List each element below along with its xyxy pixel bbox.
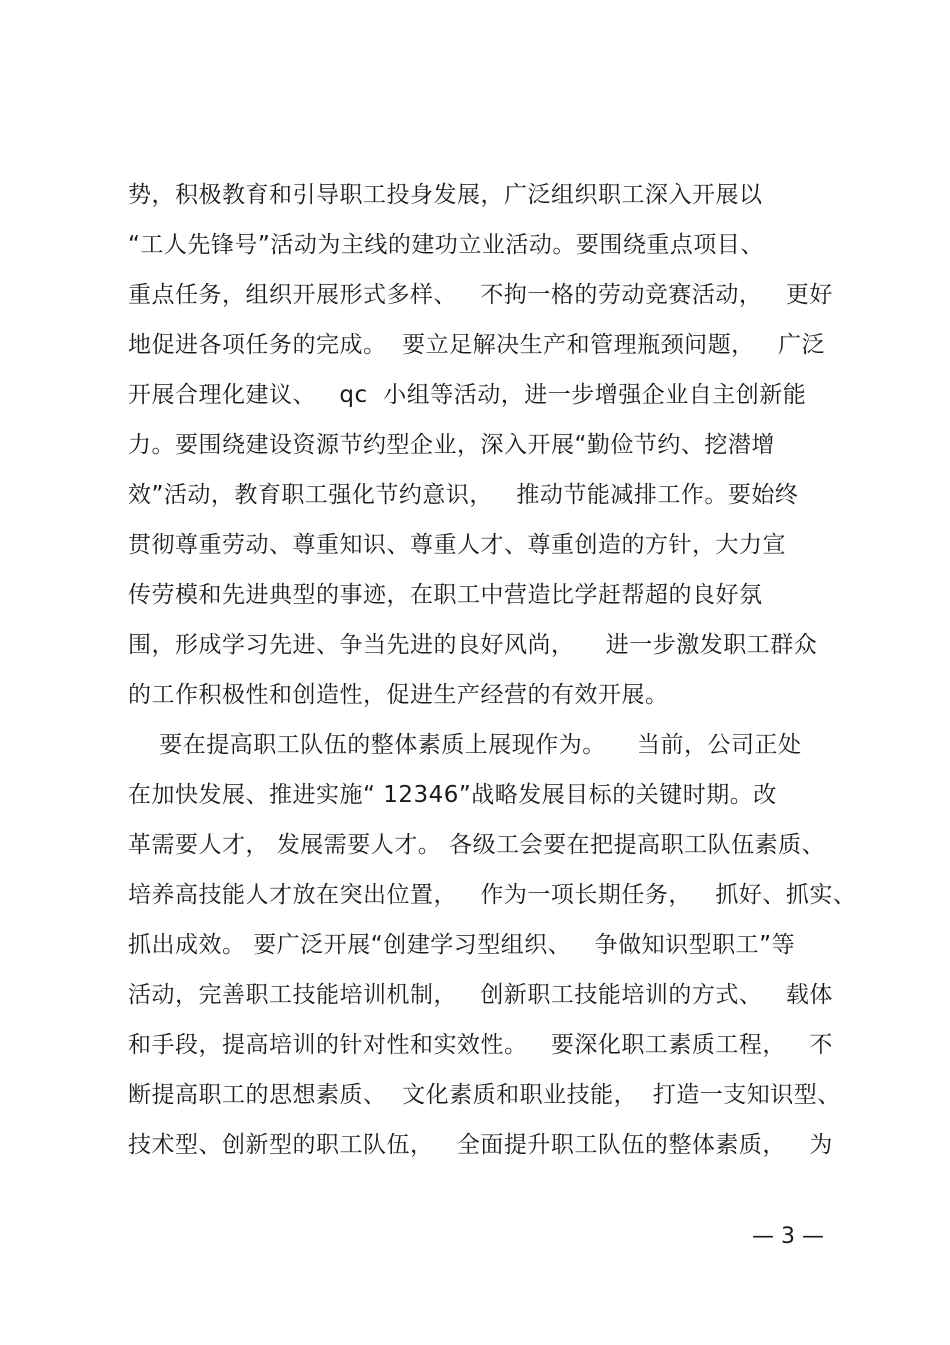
text-line: 要在提高职工队伍的整体素质上展现作为。 当前，公司正处 (128, 732, 802, 758)
text-line: 和手段，提高培训的针对性和实效性。 要深化职工素质工程， 不 (128, 1032, 833, 1058)
text-line: 势，积极教育和引导职工投身发展，广泛组织职工深入开展以 (128, 182, 763, 208)
text-line: 地促进各项任务的完成。 要立足解决生产和管理瓶颈问题， 广泛 (128, 332, 826, 358)
text-line: 技术型、创新型的职工队伍， 全面提升职工队伍的整体素质， 为 (128, 1132, 833, 1158)
text-line: 效”活动，教育职工强化节约意识， 推动节能减排工作。要始终 (128, 482, 799, 508)
text-line: 贯彻尊重劳动、尊重知识、尊重人才、尊重创造的方针，大力宣 (128, 532, 786, 558)
text-line: “工人先锋号”活动为主线的建功立业活动。要围绕重点项目、 (128, 232, 764, 258)
text-line: 开展合理化建议、 qc 小组等活动，进一步增强企业自主创新能 (128, 382, 807, 408)
text-line: 革需要人才， 发展需要人才。 各级工会要在把提高职工队伍素质、 (128, 832, 826, 858)
text-line: 培养高技能人才放在突出位置， 作为一项长期任务， 抓好、抓实、 (128, 882, 857, 908)
page-number: — 3 — (752, 1224, 824, 1249)
body-text (128, 176, 857, 1176)
text-line: 的工作积极性和创造性，促进生产经营的有效开展。 (128, 682, 669, 708)
text-line: 断提高职工的思想素质、 文化素质和职业技能， 打造一支知识型、 (128, 1082, 841, 1108)
text-line: 在加快发展、推进实施“ 12346”战略发展目标的关键时期。改 (128, 782, 777, 808)
text-line: 力。要围绕建设资源节约型企业，深入开展“勤俭节约、挖潜增 (128, 432, 775, 458)
text-line: 传劳模和先进典型的事迹，在职工中营造比学赶帮超的良好氛 (128, 582, 763, 608)
text-line: 围，形成学习先进、争当先进的良好风尚， 进一步激发职工群众 (128, 632, 818, 658)
text-line: 重点任务，组织开展形式多样、 不拘一格的劳动竞赛活动， 更好 (128, 282, 833, 308)
text-line: 活动，完善职工技能培训机制， 创新职工技能培训的方式、 载体 (128, 982, 833, 1008)
text-line: 抓出成效。 要广泛开展“创建学习型组织、 争做知识型职工”等 (128, 932, 796, 958)
